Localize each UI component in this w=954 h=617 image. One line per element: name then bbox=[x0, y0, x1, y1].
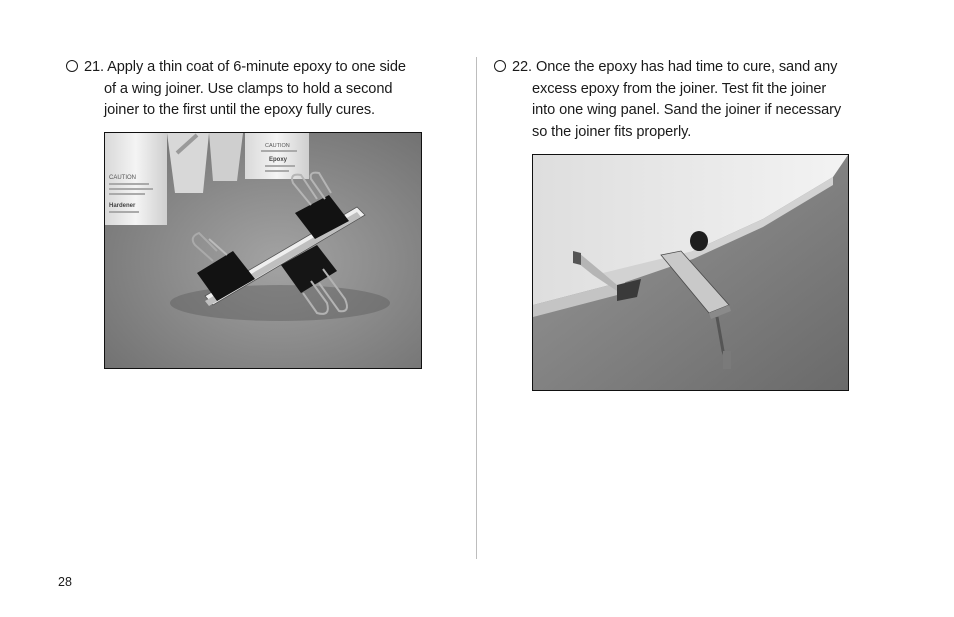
step-checkbox-icon[interactable] bbox=[66, 60, 78, 72]
photo-clamped-joiners bbox=[104, 132, 422, 369]
step-22-line-4: so the joiner fits properly. bbox=[532, 123, 692, 140]
photo-wing-panel-joiner bbox=[532, 154, 849, 391]
epoxy-label: Epoxy bbox=[269, 157, 288, 163]
step-22 bbox=[494, 57, 874, 143]
step-22-line-3: into one wing panel. Sand the joiner if necessary bbox=[532, 102, 842, 118]
step-22-line-2: excess epoxy from the joiner. Test fit the joiner bbox=[532, 80, 827, 97]
epoxy-bottle bbox=[245, 133, 309, 179]
step-checkbox-icon[interactable] bbox=[494, 60, 506, 72]
step-22-line-1: 22. Once the epoxy has had time to cure, sand any bbox=[512, 59, 838, 75]
page-number: 28 bbox=[58, 575, 72, 589]
hardener-bottle bbox=[105, 133, 167, 225]
wing-hole bbox=[690, 231, 708, 251]
step-21 bbox=[66, 57, 446, 122]
column-divider bbox=[476, 57, 477, 559]
step-21-line-2: of a wing joiner. Use clamps to hold a second bbox=[104, 80, 393, 97]
hardener-label: Hardener bbox=[109, 203, 136, 209]
hardener-caution-label: CAUTION bbox=[109, 175, 136, 181]
step-21-line-1: 21. Apply a thin coat of 6-minute epoxy to one side bbox=[84, 59, 406, 75]
step-21-line-3: joiner to the first until the epoxy fully cures. bbox=[104, 102, 375, 118]
epoxy-caution-label: CAUTION bbox=[265, 143, 290, 149]
wing-panel-illustration bbox=[533, 155, 848, 390]
clamped-joiners-illustration bbox=[105, 133, 421, 368]
